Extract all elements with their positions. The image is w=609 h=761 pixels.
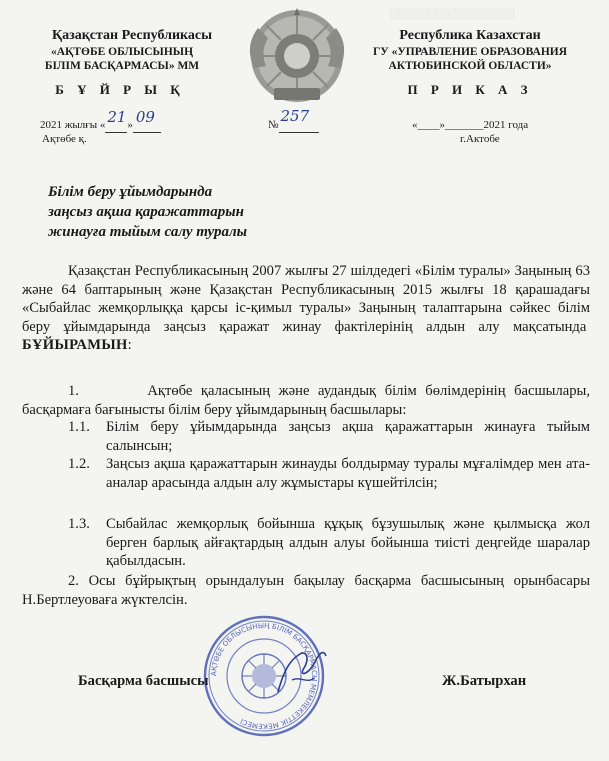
point-1: 1. Ақтөбе қаласының және аудандық білім бөлімдерінің басшылары, басқармаға бағынысты білім беру ұйымдарының басшылары:: [22, 383, 590, 418]
header-right-line2: ГУ «УПРАВЛЕНИЕ ОБРАЗОВАНИЯ: [372, 46, 568, 58]
title-line2: заңсыз ақша қаражаттарын: [48, 204, 244, 220]
header-left-line3: БІЛІМ БАСҚАРМАСЫ» ММ: [44, 60, 200, 72]
header-right-line1: Республика Казахстан: [399, 28, 541, 43]
title-line1: Білім беру ұйымдарында: [48, 184, 213, 200]
right-date: «____»_______2021 года: [412, 119, 529, 131]
subpoint-1-1-text: Білім беру ұйымдарында заңсыз ақша қаражаттарын жинауға тыйым салынсын;: [106, 419, 590, 454]
right-city: г.Актобе: [460, 133, 500, 145]
subpoint-1-2-text: Заңсыз ақша қаражаттарын жинауды болдырмау туралы мұғалімдер мен ата-аналар арасында алдын алу жұмыстары күшейтілсін;: [106, 456, 590, 491]
point-2: 2. Осы бұйрықтың орындалуын бақылау басқарма басшысының орынбасары Н.Бертлеуоваға жүктелсін.: [22, 573, 590, 608]
header-right-doc-type: П Р И К А З: [407, 82, 533, 97]
subpoint-1-3-number: 1.3.: [68, 516, 90, 532]
header-left-line1: Қазақстан Республикасы: [51, 28, 213, 43]
header-left-line2: «АҚТӨБЕ ОБЛЫСЫНЫҢ: [50, 46, 194, 58]
intro-text: Қазақстан Республикасының 2007 жылғы 27 шілдедегі «Білім туралы» Заңының 63 және 64 баптарының және Қазақстан Республикасының 2015 жылғы 18 қарашадағы «Сыбайлас жемқорлыққа қарсы іс-қимыл туралы» Заңының талаптарына сәйкес білім беру ұйымдарында заңсыз қаражат жинау фактілерінің алдын алу мақсатында: [22, 263, 590, 335]
number-field: [279, 107, 319, 133]
signatory-name: Ж.Батырхан: [442, 673, 527, 689]
handwritten-number: 257: [280, 107, 310, 125]
day-field: [105, 108, 127, 133]
subpoint-1-2-number: 1.2.: [68, 456, 90, 472]
order-word: БҰЙЫРАМЫН: [22, 337, 128, 353]
title-line3: жинауға тыйым салу туралы: [48, 224, 248, 240]
handwritten-signature: [270, 640, 330, 700]
state-emblem-icon: [244, 6, 350, 106]
subpoint-1-3-text: Сыбайлас жемқорлық бойынша құқық бұзушылық және қылмысқа жол берген барлық айғақтардың алдын алуы бойынша тиісті деңгейде шаралар қабылдасын.: [106, 516, 590, 569]
left-date-prefix: 2021 жылғы «: [40, 119, 106, 131]
header-right-line3: АКТЮБИНСКОЙ ОБЛАСТИ»: [388, 60, 552, 72]
handwritten-month: 09: [135, 108, 155, 126]
left-city: Ақтөбе қ.: [42, 133, 87, 145]
signatory-position: Басқарма басшысы: [78, 673, 209, 689]
order-number: [268, 107, 319, 133]
handwritten-day: 21: [107, 108, 127, 126]
month-field: [133, 108, 161, 133]
subpoint-1-2: [22, 455, 590, 515]
header-left-doc-type: Б Ұ Й Р Ы Қ: [55, 82, 185, 97]
seal-ring-text: АҚТӨБЕ ОБЛЫСЫНЫҢ БІЛІМ БАСҚАРМАСЫ МЕМЛЕКЕТТІК МЕКЕМЕСІ: [209, 621, 319, 731]
order-colon: :: [127, 337, 132, 353]
intro-paragraph: [22, 262, 590, 355]
left-date: [40, 108, 161, 133]
subpoint-1-1-number: 1.1.: [68, 419, 90, 435]
left-date-mid: »: [127, 119, 133, 131]
bleed-through-text: ░░░░░░░░░░░░░░░░: [390, 8, 515, 20]
subpoint-1-3: [22, 515, 590, 575]
number-prefix: №: [268, 119, 279, 131]
